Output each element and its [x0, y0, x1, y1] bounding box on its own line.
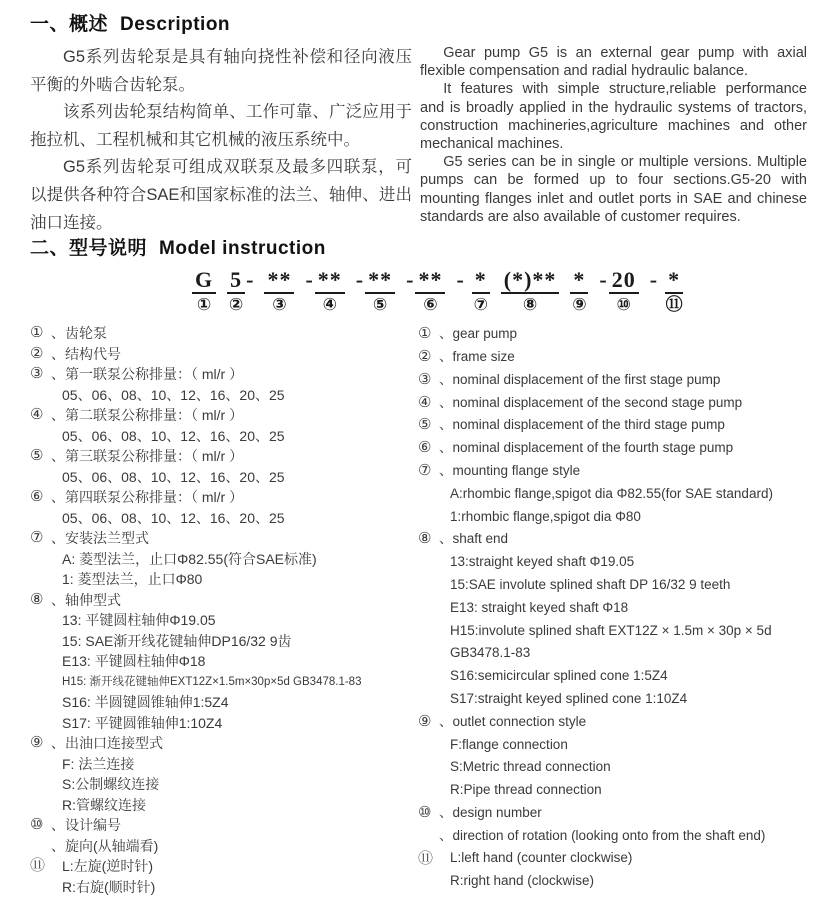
item-number: ⑦: [418, 461, 432, 479]
item-label: 旋向(从轴端看): [65, 837, 159, 854]
list-item: [418, 369, 807, 392]
segment-dash: -: [355, 267, 364, 293]
item-subline: R:right hand (clockwise): [450, 873, 595, 889]
item-number: ①: [418, 325, 432, 343]
item-subline: L:左旋(逆时针): [62, 858, 153, 875]
list-item: [418, 437, 807, 460]
list-item: [30, 733, 410, 815]
list-item: [418, 528, 807, 710]
segment-code: G: [192, 268, 216, 294]
section2-heading: [30, 237, 807, 261]
item-separator: 、: [51, 407, 65, 424]
item-label: nominal displacement of the second stage pump: [452, 394, 743, 410]
list-item: [418, 414, 807, 437]
item-separator: 、: [51, 345, 65, 362]
segment-dash: -: [305, 267, 313, 293]
item-separator: 、: [51, 735, 65, 752]
item-head: [30, 487, 410, 508]
segment-code: 5: [227, 268, 245, 294]
item-label: nominal displacement of the fourth stage pump: [452, 440, 734, 456]
item-subline: L:left hand (counter clockwise): [450, 850, 633, 866]
item-subline: E13: 平键圆柱轴伸Φ18: [62, 653, 206, 670]
item-subline: R:Pipe thread connection: [450, 782, 602, 798]
item-label: 轴伸型式: [65, 591, 121, 608]
item-number: ⑤: [418, 416, 432, 434]
item-separator: 、: [439, 804, 453, 820]
item-subline: GB3478.1-83: [450, 645, 531, 661]
segment-number: ①: [196, 295, 212, 316]
item-separator: 、: [439, 394, 453, 410]
item-label: frame size: [452, 348, 515, 364]
segment-number: ⑩: [616, 295, 631, 316]
item-subline: S:公制螺纹连接: [62, 776, 160, 793]
item-number: ②: [30, 344, 44, 362]
segment-number: ⑪: [665, 295, 683, 316]
zh-list: [30, 323, 410, 897]
item-separator: 、: [51, 489, 65, 506]
item-separator: 、: [51, 591, 65, 608]
list-item: [30, 405, 410, 446]
item-head: [30, 590, 410, 611]
segment-code: *: [570, 268, 588, 294]
list-item: [418, 460, 807, 528]
item-subline: 1:rhombic flange,spigot dia Φ80: [450, 508, 641, 524]
item-number: ⑧: [418, 530, 432, 548]
model-code-segment: [456, 268, 489, 315]
model-code-segment: [192, 268, 216, 315]
item-label: 设计编号: [65, 817, 121, 834]
item-number: ⑩: [418, 803, 432, 821]
item-separator: 、: [439, 462, 453, 478]
model-code-segment: [356, 268, 395, 315]
description-en-paragraph: It features with simple structure,reliable performance and is broadly applied in the hydraulic systems of tractors, construction machineries,agriculture machines and other mechanical machines.: [420, 81, 807, 153]
item-subline: S17:straight keyed splined cone 1:10Z4: [450, 690, 688, 706]
item-number: ①: [30, 324, 44, 342]
en-list: [418, 323, 807, 893]
item-label: 齿轮泵: [65, 325, 107, 342]
item-head: [30, 733, 410, 754]
item-head: [30, 364, 410, 385]
item-number: ⑤: [30, 447, 44, 465]
item-head: [30, 405, 410, 426]
model-code-segment: [501, 268, 560, 315]
item-label: 第一联泵公称排量：（ ml/r ）: [65, 366, 244, 383]
list-item: [30, 364, 410, 405]
list-item: [418, 711, 807, 802]
list-item: [30, 815, 410, 836]
item-subline: A:rhombic flange,spigot dia Φ82.55(for SAE standard): [450, 485, 773, 501]
item-subline: R:管螺纹连接: [62, 796, 146, 813]
item-head: [418, 392, 807, 415]
item-subline: S:Metric thread connection: [450, 759, 611, 775]
segment-code: **: [264, 268, 294, 294]
model-code-diagram: [192, 268, 807, 315]
item-head: [418, 414, 807, 437]
item-separator: 、: [51, 366, 65, 383]
list-item: [418, 825, 807, 893]
description-zh-paragraph: G5系列齿轮泵是具有轴向挠性补偿和径向液压平衡的外啮合齿轮泵。: [30, 48, 412, 94]
segment-number: ⑦: [473, 295, 488, 316]
item-subline: E13: straight keyed shaft Φ18: [450, 599, 629, 615]
item-subline: F: 法兰连接: [62, 755, 135, 772]
item-separator: 、: [439, 326, 453, 342]
item-separator: 、: [439, 348, 453, 364]
description-english-column: [420, 44, 807, 227]
item-number: ④: [418, 393, 432, 411]
item-subline: 1: 菱型法兰，止口Φ80: [62, 571, 203, 588]
list-item: [30, 487, 410, 528]
item-head: [418, 711, 807, 734]
description-chinese-column: [30, 44, 412, 237]
item-label: mounting flange style: [452, 462, 581, 478]
item-subline: 05、06、08、10、12、16、20、25: [62, 509, 285, 526]
item-head: [418, 528, 807, 551]
item-label: 结构代号: [65, 345, 121, 362]
segment-code: *: [472, 268, 490, 294]
item-subline: 05、06、08、10、12、16、20、25: [62, 386, 285, 403]
item-subline: S16: 半圆键圆锥轴伸1:5Z4: [62, 694, 229, 711]
model-code-segment: [599, 268, 638, 315]
item-head: [418, 323, 807, 346]
list-item: [30, 590, 410, 734]
item-subline: A: 菱型法兰，止口Φ82.55(符合SAE标准): [62, 550, 317, 567]
item-label: design number: [452, 804, 542, 820]
item-head: [418, 346, 807, 369]
item-label: nominal displacement of the first stage pump: [452, 371, 721, 387]
segment-column: [315, 268, 345, 315]
item-separator: 、: [439, 531, 453, 547]
item-separator: 、: [51, 817, 65, 834]
item-subline: 15:SAE involute splined shaft DP 16/32 9 teeth: [450, 576, 731, 592]
item-separator: 、: [439, 417, 453, 433]
model-code-segment: [570, 268, 588, 315]
description-zh-paragraph: G5系列齿轮泵可组成双联泵及最多四联泵，可以提供各种符合SAE和国家标准的法兰、轴伸、进出油口连接。: [30, 158, 412, 232]
item-label: 第三联泵公称排量：（ ml/r ）: [65, 448, 244, 465]
item-head: [30, 344, 410, 365]
list-item: [30, 836, 410, 898]
description-en-paragraph: Gear pump G5 is an external gear pump with axial flexible compensation and radial hydraulic balance.: [420, 45, 807, 80]
segment-column: [665, 268, 683, 315]
model-code-segment: [650, 268, 683, 315]
item-separator: 、: [439, 827, 453, 843]
item-label: 安装法兰型式: [65, 530, 149, 547]
item-subline: H15:involute splined shaft EXT12Z × 1.5m × 30p × 5d: [450, 622, 772, 638]
segment-column: [570, 268, 588, 315]
item-subline: 13:straight keyed shaft Φ19.05: [450, 554, 635, 570]
item-head: [418, 825, 807, 848]
list-item: [418, 323, 807, 346]
item-separator: 、: [439, 713, 453, 729]
item-subline: 05、06、08、10、12、16、20、25: [62, 468, 285, 485]
segment-number: ③: [272, 295, 287, 316]
segment-column: [472, 268, 490, 315]
segment-dash: -: [456, 267, 464, 293]
item-number: ⑪: [30, 856, 46, 874]
item-label: gear pump: [452, 326, 518, 342]
item-label: 第二联泵公称排量：（ ml/r ）: [65, 407, 244, 424]
item-number: ⑥: [418, 439, 432, 457]
segment-number: ⑨: [572, 295, 587, 316]
segment-number: ⑤: [372, 295, 388, 316]
item-head: [30, 528, 410, 549]
segment-code: **: [415, 268, 445, 294]
segment-column: [192, 268, 216, 315]
section2-heading-zh: 二、型号说明: [30, 238, 148, 260]
model-code-segment: [227, 268, 253, 315]
item-separator: 、: [439, 371, 453, 387]
item-label: outlet connection style: [452, 713, 587, 729]
item-head: [418, 437, 807, 460]
model-code-segment: [406, 268, 445, 315]
item-subline: 05、06、08、10、12、16、20、25: [62, 427, 285, 444]
item-separator: 、: [51, 448, 65, 465]
segment-code: **: [365, 268, 395, 294]
item-number: ⑩: [30, 816, 44, 834]
segment-number: ⑧: [522, 295, 538, 316]
segment-code: (*)**: [501, 268, 560, 294]
item-subline: S17: 平键圆锥轴伸1:10Z4: [62, 714, 223, 731]
item-separator: 、: [439, 440, 453, 456]
segment-code: 20: [609, 268, 639, 294]
item-head: [30, 446, 410, 467]
segment-dash: -: [649, 267, 658, 293]
section1-heading-zh: 一、概述: [30, 14, 109, 35]
segment-column: [264, 268, 294, 315]
segment-number: ②: [228, 295, 244, 316]
segment-column: [365, 268, 395, 315]
list-item: [30, 323, 410, 344]
item-head: [30, 323, 410, 344]
list-item: [418, 392, 807, 415]
section1-heading: [30, 13, 807, 37]
segment-code: *: [665, 268, 683, 294]
item-label: nominal displacement of the third stage pump: [452, 417, 725, 433]
segment-dash: -: [406, 267, 414, 293]
segment-dash: -: [599, 267, 607, 293]
description-columns: [30, 44, 807, 237]
item-label: 第四联泵公称排量：（ ml/r ）: [65, 489, 244, 506]
item-subline: R:右旋(顺时针): [62, 878, 156, 895]
item-subline: H15: 渐开线花键轴伸EXT12Z×1.5m×30p×5d GB3478.1-83: [62, 675, 362, 688]
segment-dash: -: [246, 267, 254, 293]
model-legend-columns: [30, 323, 807, 897]
item-label: 出油口连接型式: [65, 735, 163, 752]
item-number: ③: [30, 365, 44, 383]
item-subline: F:flange connection: [450, 736, 568, 752]
model-code-segment: [305, 268, 344, 315]
segment-column: [415, 268, 445, 315]
item-head: [30, 836, 410, 857]
item-head: [30, 815, 410, 836]
list-item: [30, 528, 410, 590]
segment-number: ⑥: [423, 295, 438, 316]
description-zh-paragraph: 该系列齿轮泵结构简单、工作可靠、广泛应用于拖拉机、工程机械和其它机械的液压系统中。: [30, 103, 412, 149]
item-subline: 13: 平键圆柱轴伸Φ19.05: [62, 612, 216, 629]
item-number: ⑪: [418, 849, 434, 867]
description-en-paragraph: G5 series can be in single or multiple versions. Multiple pumps can be formed up to four sections.G5-20 with mounting flanges inlet and outlet ports in SAE and chinese standards are also available of customer requires.: [420, 154, 807, 225]
item-head: [418, 460, 807, 483]
item-number: ④: [30, 406, 44, 424]
list-item: [418, 346, 807, 369]
item-subline: S16:semicircular splined cone 1:5Z4: [450, 668, 668, 684]
section1-heading-en: Description: [120, 14, 231, 35]
section2-heading-en: Model instruction: [159, 238, 326, 260]
item-label: shaft end: [452, 531, 509, 547]
item-number: ⑨: [30, 734, 44, 752]
item-label: direction of rotation (looking onto from the shaft end): [452, 827, 766, 843]
segment-column: [609, 268, 639, 315]
item-separator: 、: [51, 530, 65, 547]
item-number: ⑨: [418, 712, 432, 730]
item-number: ⑦: [30, 529, 44, 547]
item-number: ⑧: [30, 590, 44, 608]
item-number: ②: [418, 347, 432, 365]
list-item: [30, 344, 410, 365]
model-code-segment: [264, 268, 294, 315]
item-subline: 15: SAE渐开线花键轴伸DP16/32 9齿: [62, 632, 292, 649]
list-item: [30, 446, 410, 487]
segment-code: **: [315, 268, 345, 294]
segment-column: [227, 268, 245, 315]
item-head: [418, 802, 807, 825]
item-separator: 、: [51, 325, 65, 342]
item-separator: 、: [51, 837, 65, 854]
list-item: [418, 802, 807, 825]
item-head: [418, 369, 807, 392]
item-number: ③: [418, 370, 432, 388]
segment-column: [501, 268, 560, 315]
segment-number: ④: [322, 295, 337, 316]
item-number: ⑥: [30, 488, 44, 506]
